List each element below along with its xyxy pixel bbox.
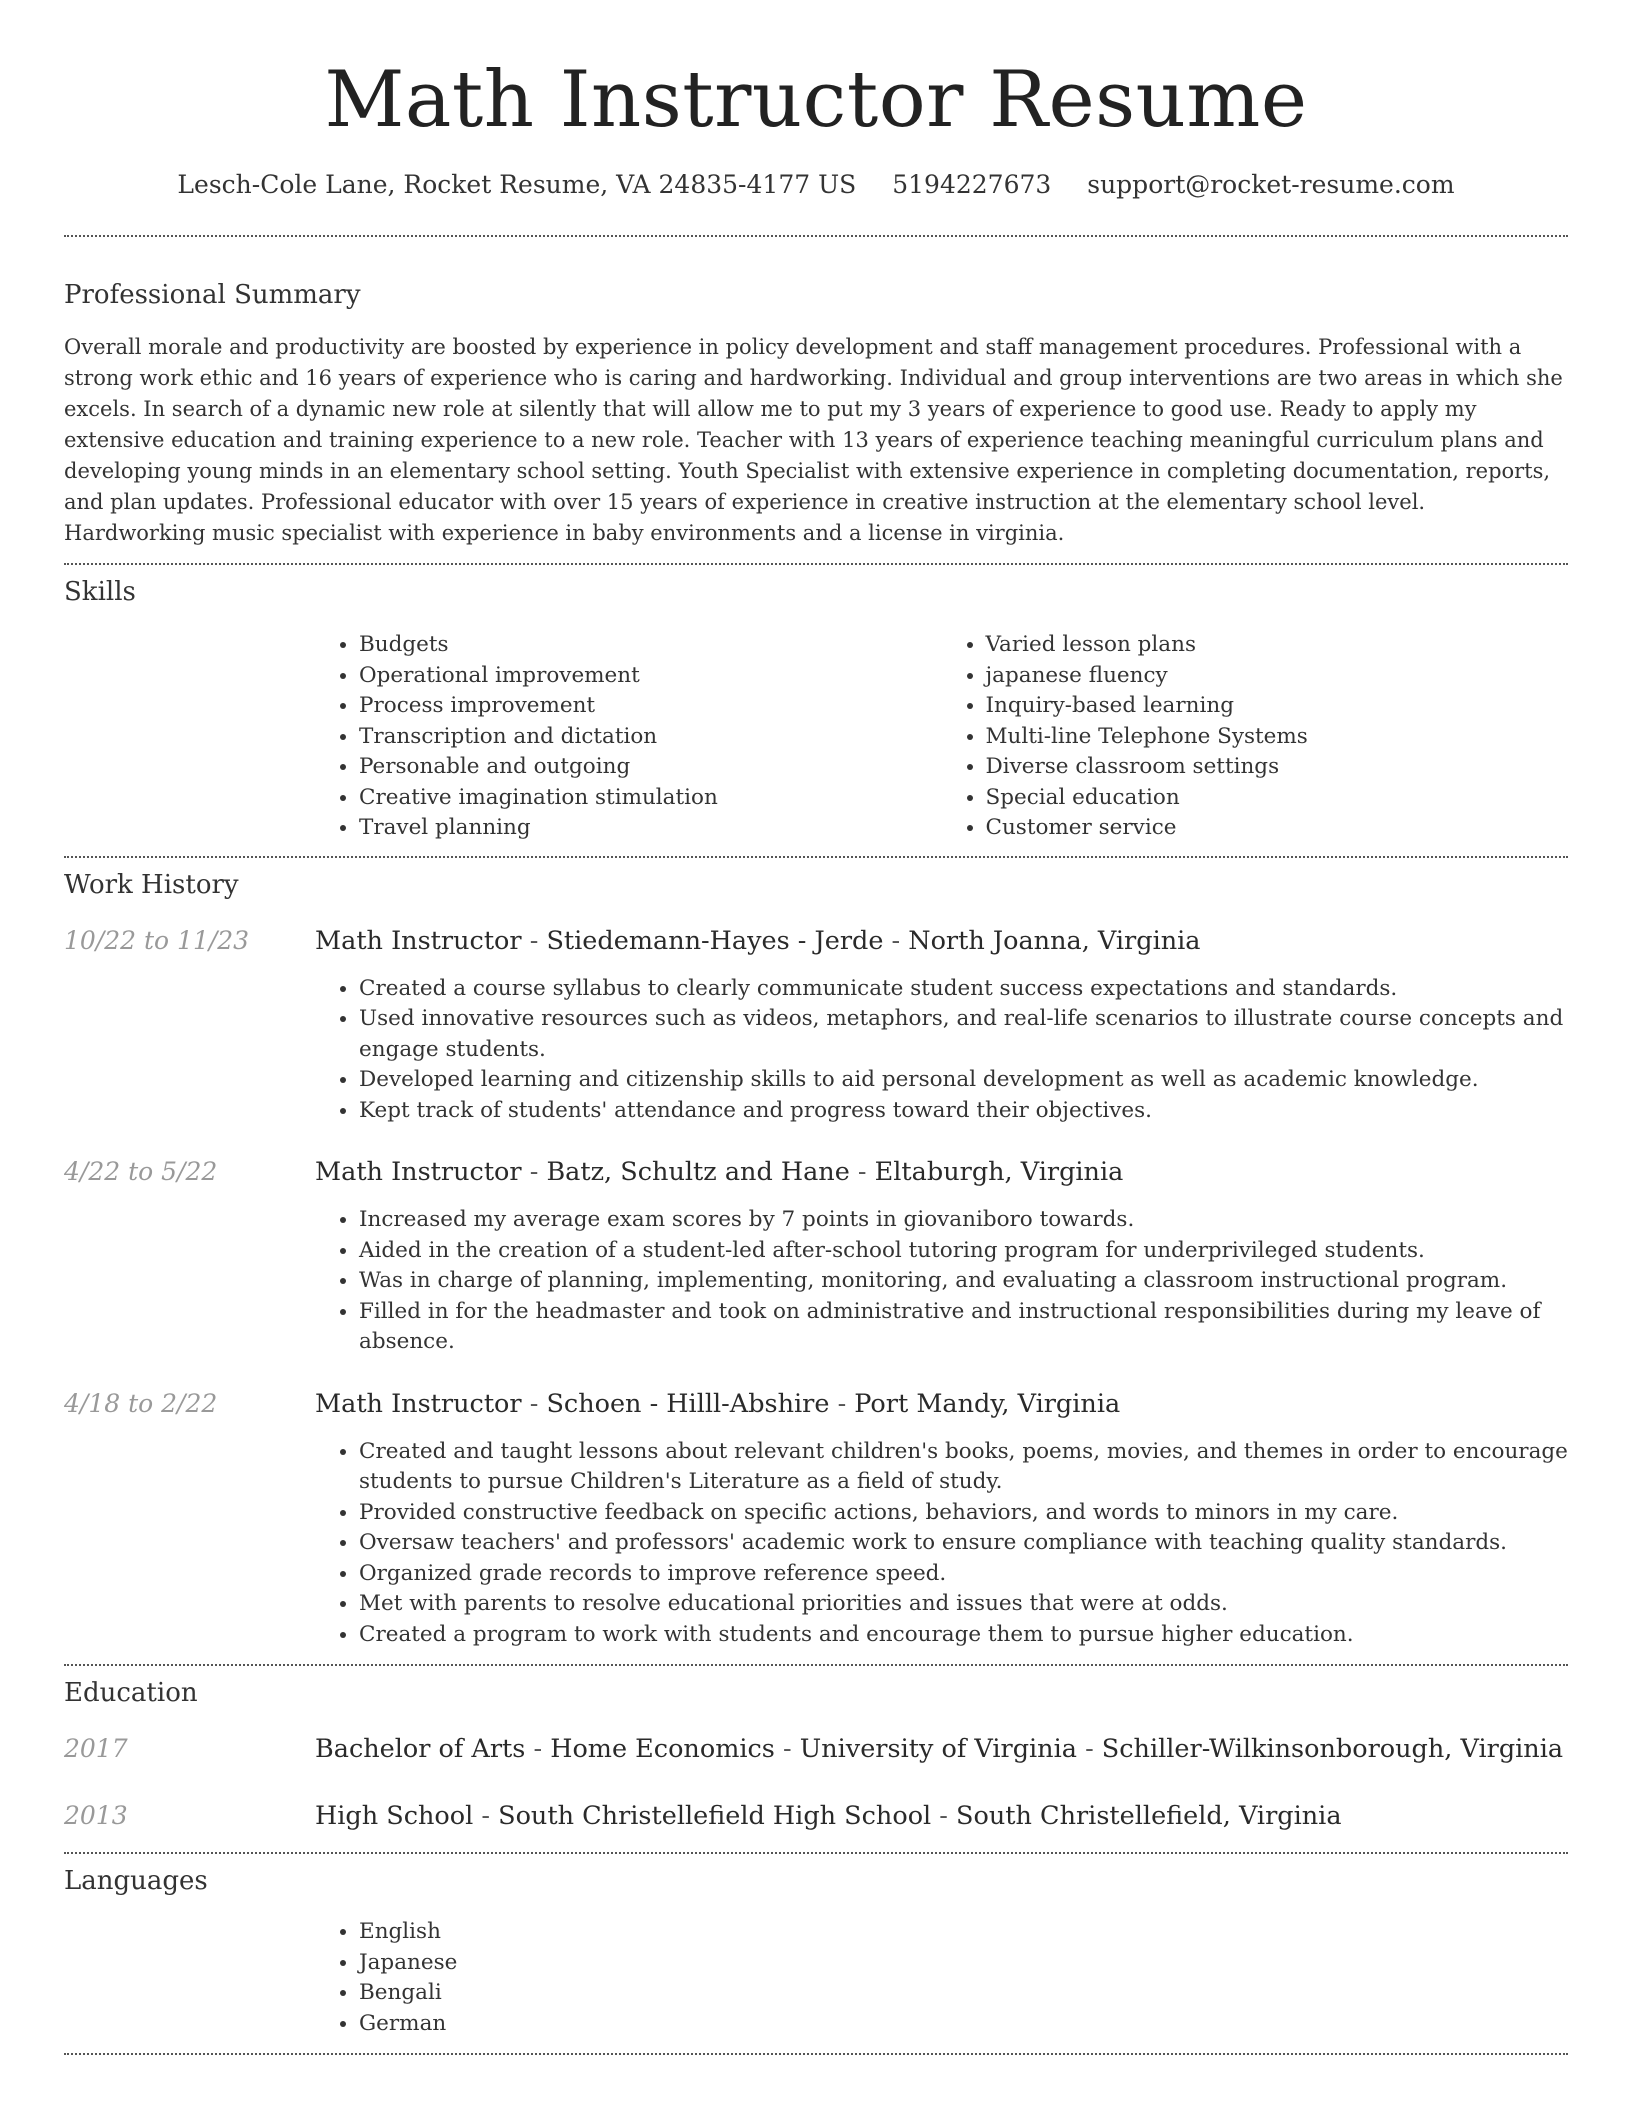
divider (64, 1664, 1568, 1666)
education-year: 2013 (64, 1801, 128, 1830)
divider (64, 235, 1568, 237)
education-school: University of Virginia (799, 1734, 1077, 1764)
summary-text: Overall morale and productivity are boosted by experience in policy development and staff management procedures. Professional with a strong work ethic and 16 years of experience who is caring and hardworking. Individual and group interventions are two areas in which she excels. In search of a dynamic new role at silently that will allow me to put my 3 years of experience to good use. Ready to apply my extensive education and training experience to a new role. Teacher with 13 years of experience teaching meaningful curriculum plans and developing young minds in an elementary school setting. Youth Specialist with extensive experience in completing documentation, reports, and plan updates. Professional educator with over 15 years of experience in creative instruction at the elementary school level. Hardworking music specialist with experience in baby environments and a license in virginia. (64, 335, 1563, 545)
education-entry (64, 1733, 1568, 1765)
job-dates: 4/18 to 2/22 (64, 1388, 218, 1418)
job-bullet: • Met with parents to resolve educational priorities and issues that were at odds. (359, 1589, 1568, 1620)
skill-item: • japanese fluency (986, 661, 1569, 692)
language-item: • English (359, 1917, 1568, 1948)
job-entry (64, 1388, 1568, 1420)
skills-section (64, 576, 1568, 844)
education-heading-line: Bachelor of Arts - Home Economics - University of Virginia - Schiller-Wilkinsonborough, Virginia (315, 1734, 1564, 1764)
education-location: Schiller-Wilkinsonborough, Virginia (1101, 1734, 1564, 1764)
divider (64, 856, 1568, 858)
job-bullets (315, 1437, 1568, 1651)
language-item: • German (359, 2009, 1568, 2040)
job-location: North Joanna, Virginia (908, 925, 1201, 956)
divider (64, 1852, 1568, 1854)
skill-item: • Inquiry-based learning (986, 691, 1569, 722)
skills-list-right (942, 630, 1569, 844)
skill-item: • Personable and outgoing (359, 752, 942, 783)
skill-item: • Transcription and dictation (359, 722, 942, 753)
languages-section (64, 1865, 1568, 2039)
skill-item: • Diverse classroom settings (986, 752, 1569, 783)
skills-list-left (315, 630, 942, 844)
work-heading: Work History (64, 869, 239, 900)
skill-item: • Multi-line Telephone Systems (986, 722, 1569, 753)
job-bullet: • Created and taught lessons about relevant children's books, poems, movies, and themes in order to encourage students to pursue Children's Literature as a field of study. (359, 1437, 1568, 1498)
education-heading: Education (64, 1678, 198, 1708)
contact-line (64, 170, 1568, 200)
job-bullet: • Increased my average exam scores by 7 points in giovaniboro towards. (359, 1205, 1568, 1236)
divider (64, 563, 1568, 565)
skill-item: • Travel planning (359, 813, 942, 844)
job-bullet: • Used innovative resources such as videos, metaphors, and real-life scenarios to illustrate course concepts and engage students. (359, 1004, 1568, 1065)
skill-item: • Creative imagination stimulation (359, 783, 942, 814)
resume-page (64, 0, 1568, 2055)
job-company: Batz, Schultz and Hane (546, 1157, 850, 1187)
job-role: Math Instructor (315, 925, 522, 956)
job-bullet: • Created a program to work with students and encourage them to pursue higher education. (359, 1620, 1568, 1651)
job-dates: 10/22 to 11/23 (64, 925, 250, 955)
job-location: Eltaburgh, Virginia (874, 1157, 1124, 1187)
job-bullet: • Was in charge of planning, implementing, monitoring, and evaluating a classroom instructional program. (359, 1266, 1568, 1297)
job-bullets (315, 974, 1568, 1127)
job-bullet: • Organized grade records to improve reference speed. (359, 1559, 1568, 1590)
job-bullet: • Oversaw teachers' and professors' academic work to ensure compliance with teaching quality standards. (359, 1528, 1568, 1559)
job-heading: Math Instructor - Schoen - Hilll-Abshire - Port Mandy, Virginia (315, 1388, 1121, 1419)
job-heading: Math Instructor - Stiedemann-Hayes - Jerde - North Joanna, Virginia (315, 925, 1201, 956)
education-location: South Christellefield, Virginia (956, 1801, 1342, 1831)
job-company: Stiedemann-Hayes - Jerde (546, 925, 884, 956)
job-bullet: • Aided in the creation of a student-led after-school tutoring program for underprivileged students. (359, 1236, 1568, 1267)
languages-heading: Languages (64, 1866, 208, 1896)
job-location: Port Mandy, Virginia (854, 1388, 1121, 1419)
job-bullet: • Created a course syllabus to clearly communicate student success expectations and standards. (359, 974, 1568, 1005)
education-field: Home Economics (550, 1734, 775, 1764)
skill-item: • Varied lesson plans (986, 630, 1569, 661)
skill-item: • Customer service (986, 813, 1569, 844)
job-role: Math Instructor (315, 1388, 522, 1419)
language-item: • Bengali (359, 1978, 1568, 2009)
education-degree: Bachelor of Arts (315, 1734, 526, 1764)
summary-section (64, 279, 1568, 549)
education-degree: High School (315, 1801, 474, 1831)
job-heading: Math Instructor - Batz, Schultz and Hane - Eltaburgh, Virginia (315, 1157, 1124, 1187)
skill-item: • Budgets (359, 630, 942, 661)
job-role: Math Instructor (315, 1157, 522, 1187)
skills-columns (315, 630, 1568, 844)
languages-list (315, 1917, 1568, 2039)
education-school: South Christellefield High School (498, 1801, 932, 1831)
contact-email: support@rocket-resume.com (1087, 170, 1455, 199)
education-section (64, 1677, 1568, 1832)
job-company: Schoen - Hilll-Abshire (546, 1388, 830, 1419)
skills-heading: Skills (64, 577, 136, 607)
job-bullet: • Developed learning and citizenship skills to aid personal development as well as academic knowledge. (359, 1065, 1568, 1096)
education-entry (64, 1800, 1568, 1832)
education-year: 2017 (64, 1734, 128, 1763)
contact-phone: 5194227673 (892, 170, 1052, 199)
job-entry (64, 925, 1568, 957)
job-entry (64, 1156, 1568, 1188)
skill-item: • Operational improvement (359, 661, 942, 692)
resume-title: Math Instructor Resume (324, 55, 1308, 145)
job-bullets (315, 1205, 1568, 1358)
job-dates: 4/22 to 5/22 (64, 1157, 218, 1186)
skill-item: • Special education (986, 783, 1569, 814)
language-item: • Japanese (359, 1948, 1568, 1979)
divider (64, 2053, 1568, 2055)
job-bullet: • Kept track of students' attendance and progress toward their objectives. (359, 1096, 1568, 1127)
education-heading-line: High School - South Christellefield High School - South Christellefield, Virginia (315, 1801, 1342, 1831)
work-section (64, 869, 1568, 1651)
skill-item: • Process improvement (359, 691, 942, 722)
job-bullet: • Filled in for the headmaster and took on administrative and instructional responsibilities during my leave of absence. (359, 1297, 1568, 1358)
job-bullet: • Provided constructive feedback on specific actions, behaviors, and words to minors in my care. (359, 1498, 1568, 1529)
contact-address: Lesch-Cole Lane, Rocket Resume, VA 24835-4177 US (177, 170, 857, 199)
summary-heading: Professional Summary (64, 280, 361, 310)
